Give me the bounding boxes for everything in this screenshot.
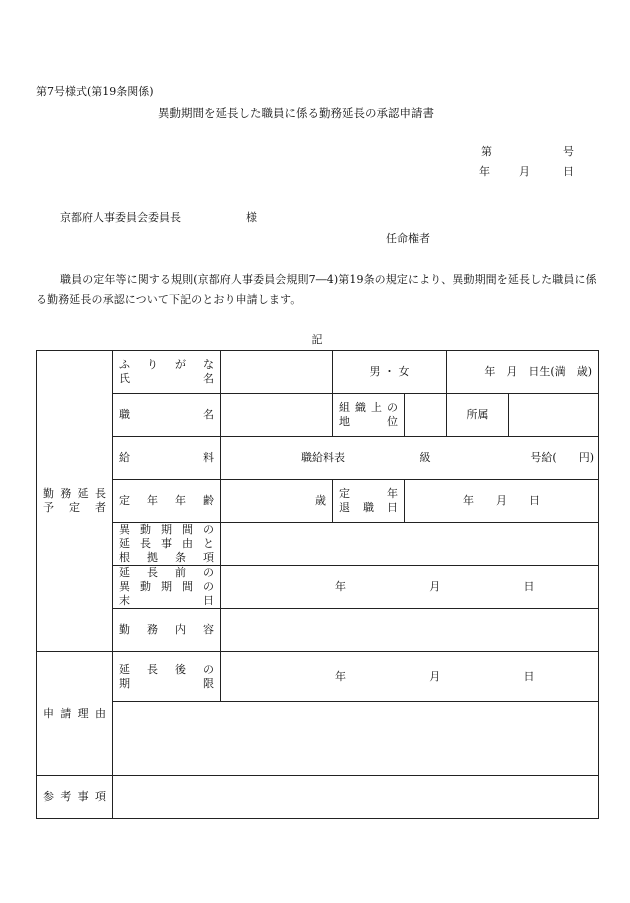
affiliation-field[interactable]: [509, 394, 599, 437]
pre-end-line3: 末日: [119, 594, 214, 607]
extension-reason-line3: 根拠条項: [119, 551, 214, 564]
org-position-line2: 地位: [339, 415, 398, 428]
name-label: 氏名: [119, 372, 214, 385]
pre-end-year: 年: [334, 580, 346, 593]
application-reason-label-cell: [37, 652, 113, 776]
honorific: 様: [246, 211, 257, 224]
post-limit-month: 月: [429, 669, 441, 683]
appointing-authority: 任命権者: [386, 232, 430, 245]
post-limit-line2: 期限: [119, 676, 214, 690]
org-position-line1: 組織上の: [339, 401, 398, 414]
retirement-date-field[interactable]: 年 月 日: [405, 480, 599, 523]
name-field[interactable]: [221, 351, 333, 394]
pre-end-line2: 異動期間の: [119, 580, 214, 593]
document-title: 異動期間を延長した職員に係る勤務延長の承認申請書: [158, 106, 434, 120]
doc-date-year: 年: [479, 165, 490, 178]
post-limit-day: 日: [523, 669, 535, 683]
duties-label: 勤務内容: [119, 623, 214, 636]
post-limit-date-inner: [221, 670, 598, 684]
remarks-label-cell: [37, 776, 113, 819]
salary-grade-text: 級: [419, 451, 431, 464]
org-position-field[interactable]: [405, 394, 447, 437]
post-limit-date-field[interactable]: [221, 652, 599, 702]
extension-reason-field[interactable]: [221, 523, 599, 566]
application-reason-label: 申請理由: [43, 706, 106, 720]
post-limit-label-cell: [113, 652, 221, 702]
retirement-age-label: 定年年齢: [119, 494, 214, 507]
doc-date-day: 日: [563, 165, 574, 178]
retirement-label-cell: [333, 480, 405, 523]
extension-reason-line1: 異動期間の: [119, 523, 214, 536]
application-form-table: [36, 350, 599, 819]
application-statement: 職員の定年等に関する規則(京都府人事委員会規則7―4)第19条の規定により、異動期間を延長した職員に係る勤務延長の承認について下記のとおり申請します。: [36, 273, 597, 306]
salary-label-cell: [113, 437, 221, 480]
salary-inner: [221, 451, 598, 465]
post-label: 職名: [119, 408, 214, 421]
doc-number-suffix: 号: [563, 145, 574, 158]
salary-step-text: 号給( 円): [530, 451, 594, 464]
doc-number-prefix: 第: [481, 145, 492, 158]
pre-end-label-cell: [113, 566, 221, 609]
furigana-label: ふりがな: [119, 358, 214, 371]
pre-end-line1: 延長前の: [119, 566, 214, 579]
pre-end-day: 日: [523, 580, 535, 593]
pre-end-month: 月: [429, 580, 441, 593]
duties-label-cell: [113, 609, 221, 652]
doc-date-month: 月: [519, 165, 530, 178]
remarks-field[interactable]: [113, 776, 599, 819]
extension-reason-label-cell: [113, 523, 221, 566]
ki-heading: 記: [311, 333, 323, 346]
group-label-line1: 勤務延長: [43, 487, 106, 500]
post-label-cell: [113, 394, 221, 437]
duties-field[interactable]: [221, 609, 599, 652]
affiliation-label: 所属: [447, 394, 509, 437]
application-reason-field[interactable]: [113, 702, 599, 776]
retirement-age-label-cell: [113, 480, 221, 523]
group-label-line2: 予定者: [43, 501, 106, 514]
org-position-label-cell: [333, 394, 405, 437]
group-label-extension-candidate: [37, 351, 113, 652]
salary-field[interactable]: [221, 437, 599, 480]
form-number: 第7号様式(第19条関係): [36, 85, 154, 98]
gender-select[interactable]: 男 ・ 女: [333, 351, 447, 394]
pre-end-date-inner: [221, 580, 598, 594]
name-label-cell: [113, 351, 221, 394]
remarks-label: 参考事項: [43, 790, 106, 803]
post-limit-line1: 延長後の: [119, 662, 214, 676]
post-field[interactable]: [221, 394, 333, 437]
addressee: 京都府人事委員会委員長: [60, 211, 181, 224]
extension-reason-line2: 延長事由と: [119, 537, 214, 550]
retirement-age-field[interactable]: 歳: [221, 480, 333, 523]
post-limit-year: 年: [334, 669, 346, 683]
retirement-line2: 退職日: [339, 501, 398, 514]
salary-label: 給料: [119, 451, 214, 464]
salary-table-text: 職給料表: [301, 451, 346, 464]
pre-end-date-field[interactable]: [221, 566, 599, 609]
retirement-line1: 定 年: [339, 487, 398, 500]
birth-date-field[interactable]: 年 月 日生(満 歳): [447, 351, 599, 394]
